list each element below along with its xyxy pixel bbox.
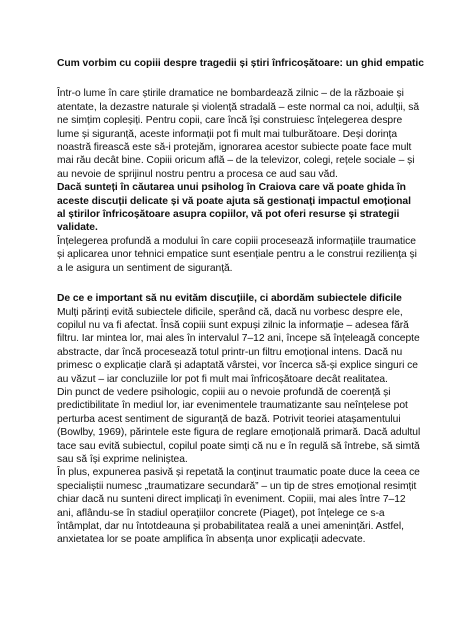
intro-paragraph-3: Înțelegerea profundă a modului în care copiii procesează informațiile traumatice și aplicarea unor tehnici empatice sunt esențiale pentru a le construi reziliența și a le asigura un sentiment de siguranță. [57,235,417,274]
section-1-paragraph-3: În plus, expunerea pasivă și repetată la conținut traumatic poate duce la ceea ce specialiștii numesc „traumatizare secundară” – un tip de stres emoțional resimțit chiar dacă nu sunteni direct implicați în eveniment. Copiii, mai ales între 7–12 ani, aflându-se în stadiul operațiilor concrete (Piaget), pot înțelege ce s-a întâmplat, dar nu întotdeauna și probabilitatea reală a unei amenințări. Astfel, anxietatea lor se poate amplifica în absența unor explicații adecvate. [57,467,420,546]
intro-paragraph-2-bold: Dacă sunteți în căutarea unui psiholog în Craiova care vă poate ghida în aceste discuții delicate și vă poate ajuta să gestionați impactul emoțional al știrilor înfricoșătoare asupra copiilor, vă pot oferi resurse și strategii validate. [57,182,411,234]
section-1-heading: De ce e important să nu evităm discuțiile, ci abordăm subiectele dificile [57,293,402,305]
section-1-paragraph-2: Din punct de vedere psihologic, copiii au o nevoie profundă de coerență și predictibilitate în mediul lor, iar evenimentele traumatizante sau neînțelese pot perturba acest sentiment de siguranță de bază. Potrivit teoriei atașamentului (Bowlby, 1969), părintele este figura de reglare emoțională primară. Dacă adultul tace sau evită subiectul, copilul poate simți că nu e în regulă să întrebe, să simtă sau să își exprime neliniștea. [57,386,421,465]
intro-paragraph-1: Într-o lume în care știrile dramatice ne bombardează zilnic – de la războaie și atentate, la dezastre naturale și violență stradală – este normal ca noi, adulții, să ne simțim copleșiți. Pentru copii, care încă își construiesc înțelegerea despre lume și siguranță, aceste informații pot fi mult mai tulburătoare. Deși dorința noastră firească este să-i protejăm, ignorarea acestor subiecte poate face mult mai rău decât bine. Copiii oricum află – de la televizor, colegi, rețele sociale – și au nevoie de sprijinul nostru pentru a procesa ce aud sau văd. [57,88,420,180]
document-title: Cum vorbim cu copiii despre tragedii și știri înfricoșătoare: un ghid empatic [57,58,424,69]
section-1-paragraph-1: Mulți părinți evită subiectele dificile, sperând că, dacă nu vorbesc despre ele, copilul nu va fi afectat. Însă copiii sunt expuși zilnic la informație – adesea fără filtru. Iar mintea lor, mai ales în intervalul 7–12 ani, începe să înțeleagă concepte abstracte, dar încă procesează totul printr-un filtru emoțional intens. Dacă nu primesc o explicație clară și adaptată vârstei, vor încerca să-și explice singuri ce au văzut – iar concluziile lor pot fi mult mai înfricoșătoare decât realitatea. [57,306,420,385]
document-body [57,57,422,547]
